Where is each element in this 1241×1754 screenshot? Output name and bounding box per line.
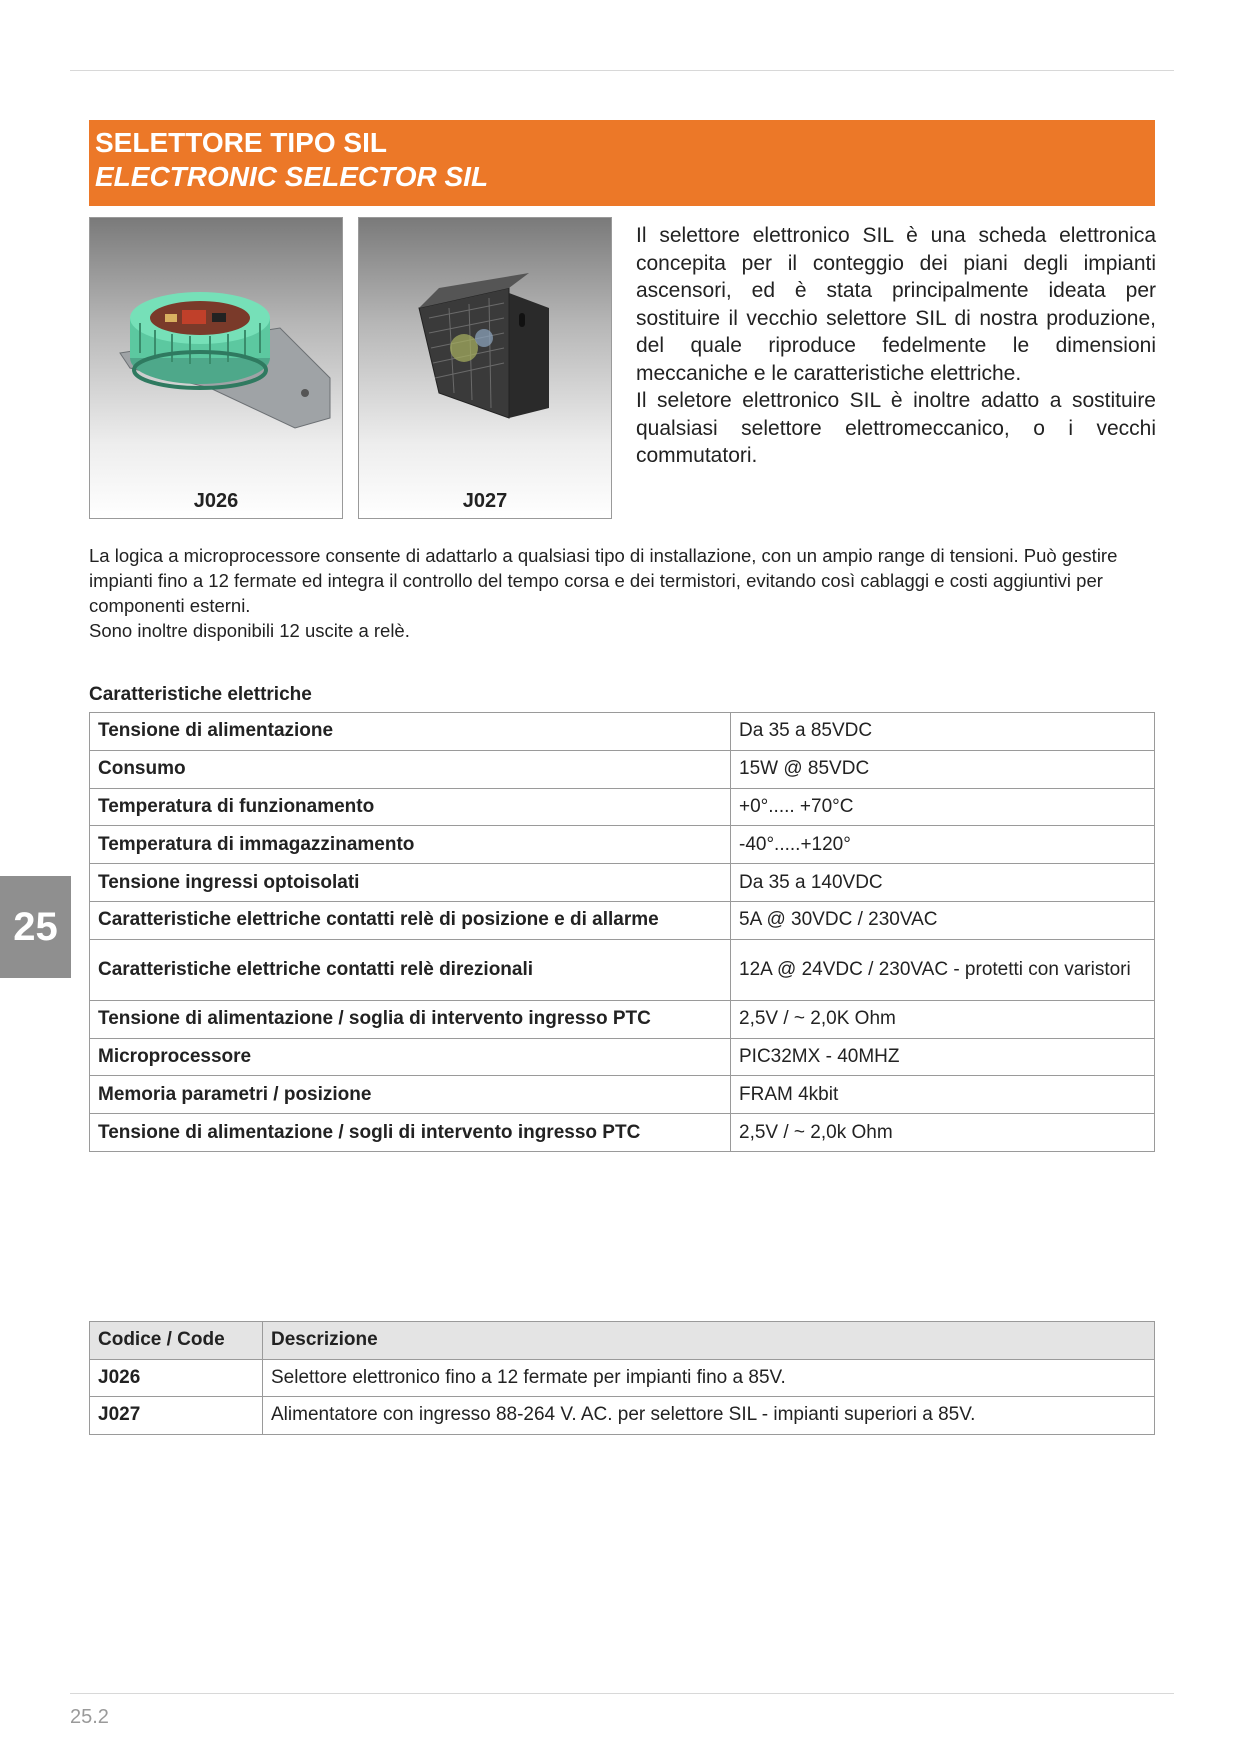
selector-board-image [90,218,342,478]
spec-value: +0°..... +70°C [731,788,1155,826]
spec-value: Da 35 a 140VDC [731,864,1155,902]
table-row [90,750,1155,788]
title-italian: SELETTORE TIPO SIL [95,127,387,158]
column-header-description: Descrizione [263,1322,1155,1360]
spec-key: Temperatura di immagazzinamento [90,826,731,864]
power-supply-image [359,218,611,478]
spec-value: FRAM 4kbit [731,1076,1155,1114]
bottom-rule [70,1693,1174,1694]
spec-key: Tensione di alimentazione / sogli di intervento ingresso PTC [90,1114,731,1152]
table-row [90,788,1155,826]
intro-paragraph-1: Il selettore elettronico SIL è una scheda elettronica concepita per il conteggio dei piani degli impianti ascensori, ed è stata principalmente ideata per sostituire il vecchio selettore SIL di nostra produzione, del quale riproduce fedelmente le dimensioni meccaniche e le caratteristiche elettriche. [636,224,1156,385]
product-description: Alimentatore con ingresso 88-264 V. AC. per selettore SIL - impianti superiori a 85V. [263,1397,1155,1435]
table-row [90,901,1155,939]
intro-paragraph-2: Il seletore elettronico SIL è inoltre adatto a sostituire qualsiasi selettore elettromeccanico, o i vecchi commutatori. [636,389,1156,467]
spec-key: Caratteristiche elettriche contatti relè di posizione e di allarme [90,901,731,939]
title-english: ELECTRONIC SELECTOR SIL [95,161,489,192]
description-paragraph-1: La logica a microprocessore consente di adattarlo a qualsiasi tipo di installazione, con un ampio range di tensioni. Può gestire impianti fino a 12 fermate ed integra il controllo del tempo corsa e dei termistori, evitando così cablaggi e costi aggiuntivi per componenti esterni. [89,545,1118,616]
spec-value: 5A @ 30VDC / 230VAC [731,901,1155,939]
specs-title: Caratteristiche elettriche [89,684,312,705]
table-row [90,939,1155,1000]
page-number: 25.2 [70,1706,109,1728]
table-row [90,1114,1155,1152]
table-row [90,826,1155,864]
spec-key: Microprocessore [90,1038,731,1076]
specs-table [89,712,1155,1152]
intro-text [636,222,1156,470]
table-row [90,1076,1155,1114]
product-photo-j026 [89,217,343,519]
spec-key: Consumo [90,750,731,788]
spec-key: Tensione ingressi optoisolati [90,864,731,902]
spec-value: -40°.....+120° [731,826,1155,864]
spec-key: Caratteristiche elettriche contatti relè direzionali [90,939,731,1000]
spec-key: Memoria parametri / posizione [90,1076,731,1114]
spec-value: PIC32MX - 40MHZ [731,1038,1155,1076]
table-row [90,713,1155,751]
spec-value: 15W @ 85VDC [731,750,1155,788]
table-row [90,1359,1155,1397]
product-code: J027 [90,1397,263,1435]
description-paragraph-2: Sono inoltre disponibili 12 uscite a relè. [89,620,410,641]
product-code: J026 [90,1359,263,1397]
spec-value: 2,5V / ~ 2,0k Ohm [731,1114,1155,1152]
caption-j026: J026 [193,490,239,512]
spec-value: Da 35 a 85VDC [731,713,1155,751]
table-row [90,1038,1155,1076]
table-header-row [90,1322,1155,1360]
column-header-code: Codice / Code [90,1322,263,1360]
section-header [89,120,1155,206]
spec-key: Temperatura di funzionamento [90,788,731,826]
description-text [89,543,1159,643]
spec-value: 12A @ 24VDC / 230VAC - protetti con varistori [731,939,1155,1000]
chapter-tab: 25 [0,876,71,978]
caption-j027: J027 [462,490,508,512]
product-description: Selettore elettronico fino a 12 fermate per impianti fino a 85V. [263,1359,1155,1397]
spec-value: 2,5V / ~ 2,0K Ohm [731,1000,1155,1038]
codes-table [89,1321,1155,1435]
product-photo-j027 [358,217,612,519]
spec-key: Tensione di alimentazione / soglia di intervento ingresso PTC [90,1000,731,1038]
spec-key: Tensione di alimentazione [90,713,731,751]
top-rule [70,70,1174,71]
table-row [90,1000,1155,1038]
table-row [90,864,1155,902]
table-row [90,1397,1155,1435]
